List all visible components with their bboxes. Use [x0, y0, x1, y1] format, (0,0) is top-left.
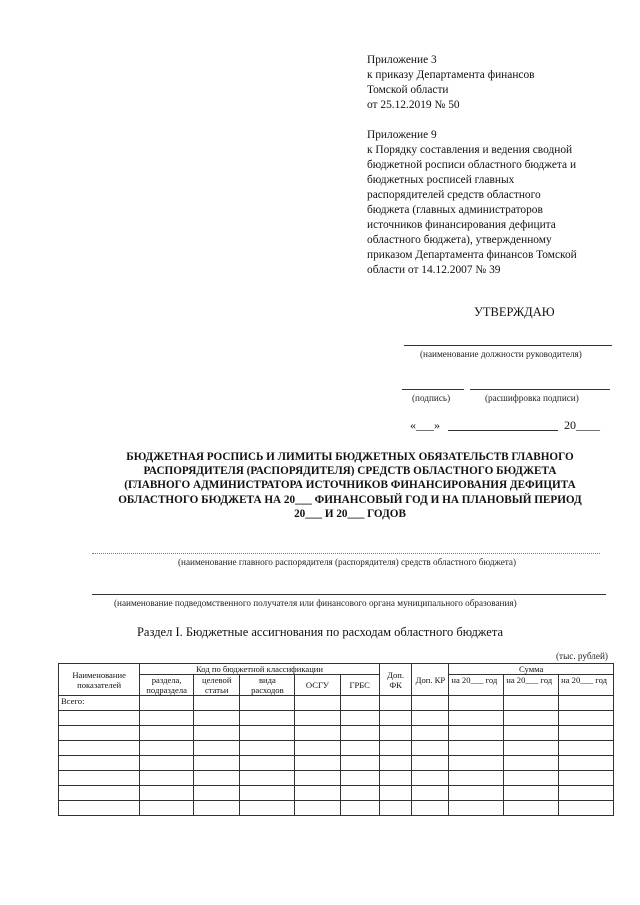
total-label: Всего: — [59, 696, 140, 711]
appendix-3-note: Приложение 3 к приказу Департамента финансов Томской области от 25.12.2019 № 50 — [367, 54, 535, 111]
position-caption: (наименование должности руководителя) — [420, 349, 582, 359]
table-row — [59, 756, 614, 771]
subordinate-line — [92, 594, 606, 595]
units-label: (тыс. рублей) — [556, 651, 608, 661]
budget-table — [58, 663, 614, 816]
code-group-header: Код по бюджетной классификации — [140, 664, 380, 675]
col-article-header: целевой статьи — [194, 675, 240, 696]
decoding-caption: (расшифровка подписи) — [485, 393, 579, 403]
date-year: 20____ — [564, 418, 600, 432]
col-year3-header: на 20___ год — [559, 675, 614, 696]
recipient-caption: (наименование главного распорядителя (распорядителя) средств областного бюджета) — [178, 557, 517, 567]
table-row — [59, 771, 614, 786]
decoding-line — [470, 389, 610, 390]
col-name-header: Наименование показателей — [59, 664, 140, 696]
col-section-header: раздела, подраздела — [140, 675, 194, 696]
date-day: «___» — [410, 418, 440, 432]
date-month-line — [448, 430, 558, 431]
col-osgu-header: ОСГУ — [295, 675, 340, 696]
col-grbs-header: ГРБС — [340, 675, 379, 696]
approval-title: УТВЕРЖДАЮ — [474, 305, 555, 319]
table-row — [59, 801, 614, 816]
recipient-line — [92, 553, 600, 554]
col-kr-header: Доп. КР — [412, 664, 449, 696]
col-year1-header: на 20___ год — [449, 675, 504, 696]
table-row — [59, 741, 614, 756]
signature-line — [402, 389, 464, 390]
col-year2-header: на 20___ год — [504, 675, 559, 696]
document-title: БЮДЖЕТНАЯ РОСПИСЬ И ЛИМИТЫ БЮДЖЕТНЫХ ОБЯЗАТЕЛЬСТВ ГЛАВНОГО РАСПОРЯДИТЕЛЯ (РАСПОРЯДИТЕЛЯ) СРЕДСТВ ОБЛАСТНОГО БЮДЖЕТА (ГЛАВНОГО АДМИНИСТРАТОРА ИСТОЧНИКОВ ФИНАНСИРОВАНИЯ ДЕФИЦИТА ОБЛАСТНОГО БЮДЖЕТА НА 20___ ФИНАНСОВЫЙ ГОД И НА ПЛАНОВЫЙ ПЕРИОД 20___ И 20___ ГОДОВ — [118, 451, 582, 520]
table-row — [59, 726, 614, 741]
subordinate-caption: (наименование подведомственного получателя или финансового органа муниципального образования) — [114, 598, 517, 608]
position-line — [404, 345, 612, 346]
signature-caption: (подпись) — [412, 393, 451, 403]
col-fk-header: Доп. ФК — [379, 664, 412, 696]
table-row — [59, 711, 614, 726]
appendix-9-note: Приложение 9 к Порядку составления и ведения сводной бюджетной росписи областного бюджета и бюджетных росписей главных распорядителей средств областного бюджета (главных администраторов источников финансирования дефицита областного бюджета), утвержденному приказом Департамента финансов Томской области от 14.12.2007 № 39 — [367, 129, 577, 276]
section-title: Раздел I. Бюджетные ассигнования по расходам областного бюджета — [136, 625, 503, 639]
sum-group-header: Сумма — [449, 664, 614, 675]
col-expense-header: вида расходов — [240, 675, 295, 696]
table-row — [59, 786, 614, 801]
table-row — [59, 696, 614, 711]
